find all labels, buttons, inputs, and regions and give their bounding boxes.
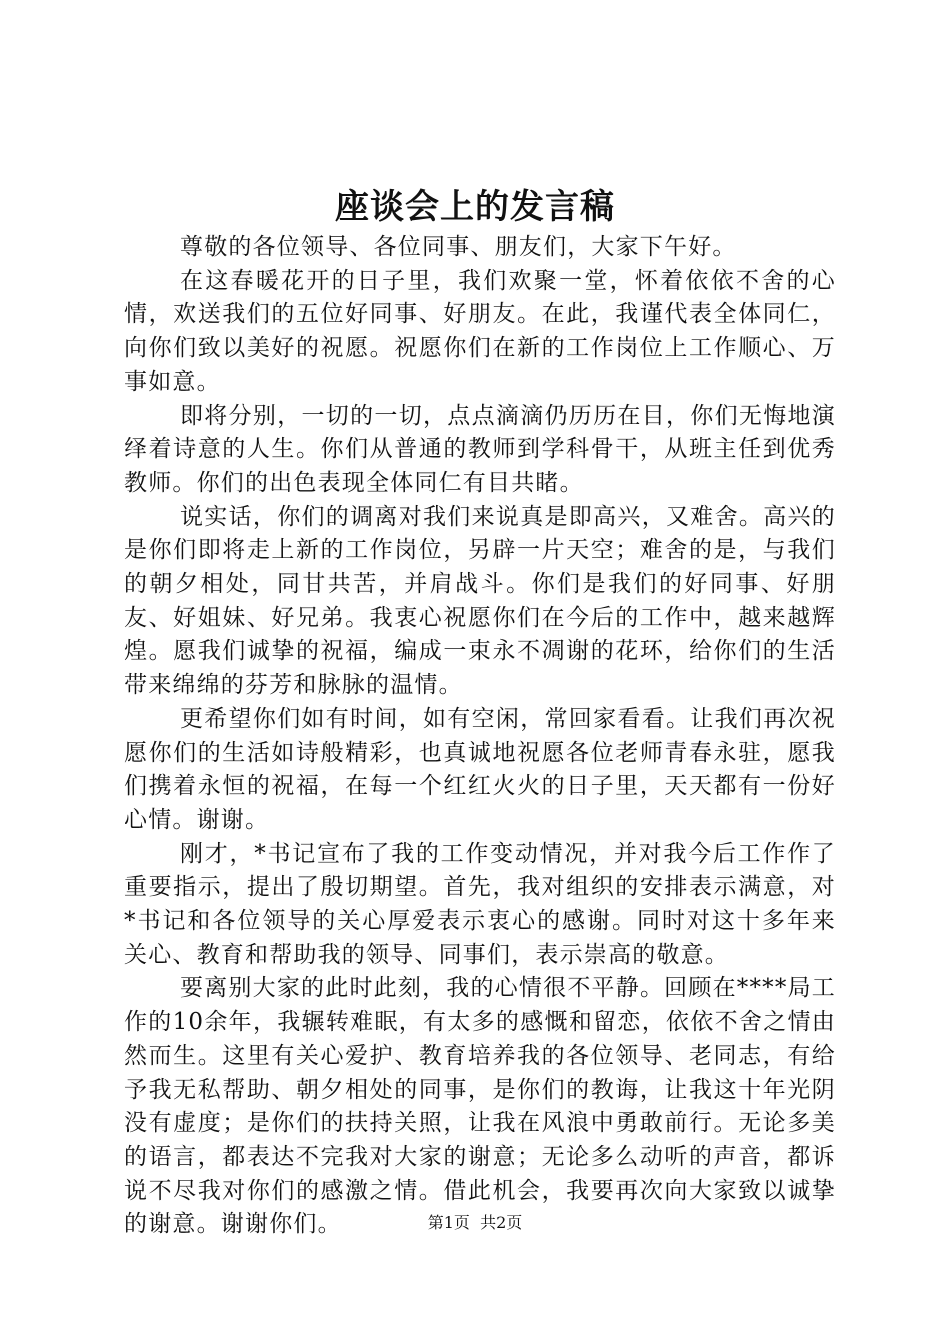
paragraph: 说实话，你们的调离对我们来说真是即高兴，又难舍。高兴的是你们即将走上新的工作岗位，另辟一片天空；难舍的是，与我们的朝夕相处，同甘共苦，并肩战斗。你们是我们的好同事、好朋友、好姐妹、好兄弟。我衷心祝愿你们在今后的工作中，越来越辉煌。愿我们诚挚的祝福，编成一束永不凋谢的花环，给你们的生活带来绵绵的芬芳和脉脉的温情。 <box>124 503 836 699</box>
paragraph: 在这春暖花开的日子里，我们欢聚一堂，怀着依依不舍的心情，欢送我们的五位好同事、好朋友。在此，我谨代表全体同仁，向你们致以美好的祝愿。祝愿你们在新的工作岗位上工作顺心、万事如意。 <box>124 267 836 395</box>
paragraph: 刚才，*书记宣布了我的工作变动情况，并对我今后工作作了重要指示，提出了殷切期望。首先，我对组织的安排表示满意，对*书记和各位领导的关心厚爱表示衷心的感谢。同时对这十多年来关心、教育和帮助我的领导、同事们，表示崇高的敬意。 <box>124 840 836 968</box>
document-body <box>124 231 836 1242</box>
page-number: 第1页 <box>427 1213 470 1232</box>
footer-spacer <box>470 1213 480 1232</box>
document-title: 座谈会上的发言稿 <box>335 187 615 227</box>
paragraph: 要离别大家的此时此刻，我的心情很不平静。回顾在****局工作的10余年，我辗转难眠，有太多的感慨和留恋，依依不舍之情由然而生。这里有关心爱护、教育培养我的各位领导、老同志，有给予我无私帮助、朝夕相处的同事，是你们的教诲，让我这十年光阴没有虚度；是你们的扶持关照，让我在风浪中勇敢前行。无论多美的语言，都表达不完我对大家的谢意；无论多么动听的声音，都诉说不尽我对你们的感激之情。借此机会，我要再次向大家致以诚挚的谢意。谢谢你们。 <box>124 975 836 1238</box>
paragraph: 即将分别，一切的一切，点点滴滴仍历历在目，你们无悔地演绎着诗意的人生。你们从普通的教师到学科骨干，从班主任到优秀教师。你们的出色表现全体同仁有目共睹。 <box>124 402 836 496</box>
page-footer <box>0 1212 950 1234</box>
paragraph-greeting: 尊敬的各位领导、各位同事、朋友们，大家下午好。 <box>180 234 737 260</box>
paragraph: 更希望你们如有时间，如有空闲，常回家看看。让我们再次祝愿你们的生活如诗般精彩，也真诚地祝愿各位老师青春永驻，愿我们携着永恒的祝福，在每一个红红火火的日子里，天天都有一份好心情。谢谢。 <box>124 705 836 833</box>
page-total: 共2页 <box>480 1213 523 1232</box>
